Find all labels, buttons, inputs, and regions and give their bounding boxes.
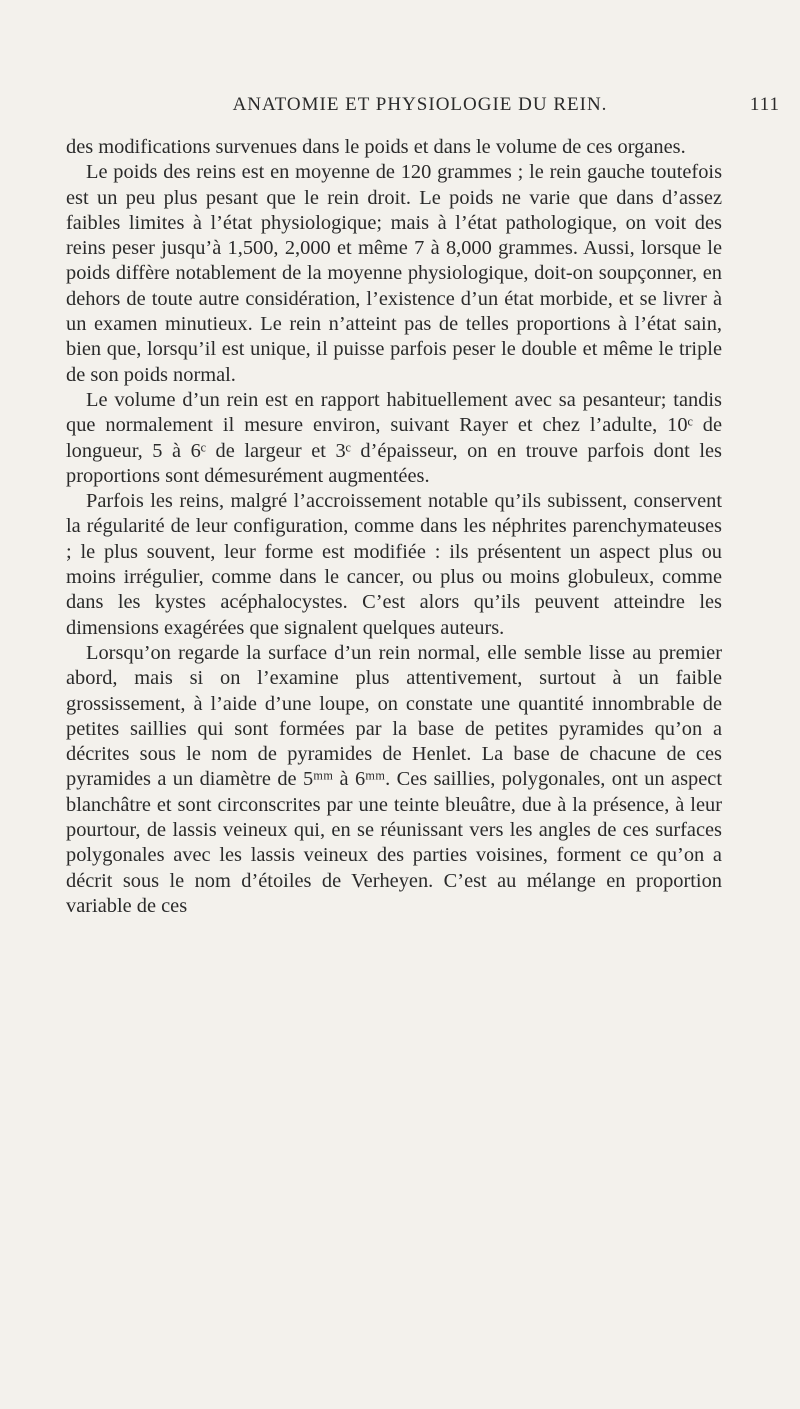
paragraph: Parfois les reins, malgré l’accroissement notable qu’ils subissent, conservent la régularité de leur configuration, comme dans les néphrites parenchymateuses ; le plus souvent, leur forme est modifiée : ils présentent un aspect plus ou moins irrégulier, comme dans le cancer, ou plus ou moins globuleux, comme dans les kystes acéphalocystes. C’est alors qu’ils peuvent atteindre les dimensions exagérées que signalent quelques auteurs. bbox=[66, 490, 722, 639]
running-head bbox=[60, 94, 780, 120]
paragraph: Lorsqu’on regarde la surface d’un rein normal, elle semble lisse au premier abord, mais si on l’examine plus attentivement, surtout à un faible grossissement, à l’aide d’une loupe, on constate une quantité innombrable de petites saillies qui sont formées par la base de petites pyramides qu’on a décrites sous le nom de pyramides de Henlet. La base de chacune de ces pyramides a un diamètre de 5ᵐᵐ à 6ᵐᵐ. Ces saillies, polygonales, ont un aspect blanchâtre et sont circonscrites par une teinte bleuâtre, due à la présence, à leur pourtour, de lassis veineux qui, en se réunissant vers les angles de ces surfaces polygonales avec les lassis veineux des parties voisines, forment ce qu’on a décrit sous le nom d’étoiles de Verheyen. C’est au mélange en proportion variable de ces bbox=[66, 641, 722, 917]
paragraph: Le volume d’un rein est en rapport habituellement avec sa pesanteur; tandis que normalement il mesure environ, suivant Rayer et chez l’adulte, 10ᶜ de longueur, 5 à 6ᶜ de largeur et 3ᶜ d’épaisseur, on en trouve parfois dont les proportions sont démesurément augmentées. bbox=[66, 388, 722, 487]
body-text bbox=[66, 135, 722, 919]
paragraph: Le poids des reins est en moyenne de 120 grammes ; le rein gauche toutefois est un peu plus pesant que le rein droit. Le poids ne varie que dans d’assez faibles limites à l’état physiologique; mais à l’état pathologique, on voit des reins peser jusqu’à 1,500, 2,000 et même 7 à 8,000 grammes. Aussi, lorsque le poids diffère notablement de la moyenne physiologique, doit-on soupçonner, en dehors de toute autre considération, l’existence d’un état morbide, et se livrer à un examen minutieux. Le rein n’atteint pas de telles proportions à l’état sain, bien que, lorsqu’il est unique, il puisse parfois peser le double et même le triple de son poids normal. bbox=[66, 161, 722, 386]
paragraph: des modifications survenues dans le poids et dans le volume de ces organes. bbox=[66, 136, 686, 158]
running-title: ANATOMIE ET PHYSIOLOGIE DU REIN. bbox=[232, 94, 608, 115]
page-number: 111 bbox=[749, 94, 780, 115]
